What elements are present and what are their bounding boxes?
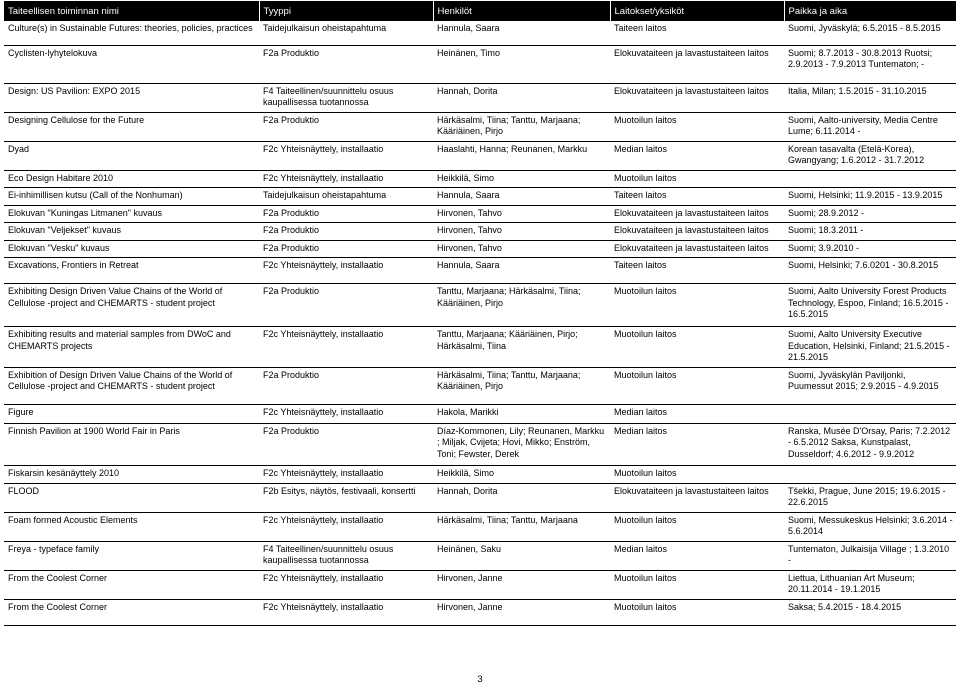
table-row (4, 240, 956, 258)
cell-persons: Hannah, Dorita (433, 483, 610, 512)
cell-place-time: Korean tasavalta (Etelä-Korea), Gwangyang; 1.6.2012 - 31.7.2012 (784, 141, 956, 170)
cell-activity-name: FLOOD (4, 483, 259, 512)
cell-activity-name: From the Coolest Corner (4, 570, 259, 599)
cell-department: Muotoilun laitos (610, 367, 784, 404)
cell-activity-name: Cyclisten-lyhytelokuva (4, 45, 259, 83)
cell-activity-name: Exhibiting results and material samples from DWoC and CHEMARTS projects (4, 327, 259, 368)
cell-activity-name: Foam formed Acoustic Elements (4, 512, 259, 541)
cell-department: Muotoilun laitos (610, 512, 784, 541)
table-row (4, 327, 956, 368)
cell-department: Muotoilun laitos (610, 465, 784, 483)
cell-persons: Hannula, Saara (433, 188, 610, 206)
cell-activity-name: From the Coolest Corner (4, 599, 259, 625)
cell-type: F2a Produktio (259, 112, 433, 141)
table-row (4, 423, 956, 465)
cell-department: Taiteen laitos (610, 21, 784, 45)
cell-place-time: Suomi, Aalto-university, Media Centre Lume; 6.11.2014 - (784, 112, 956, 141)
cell-department: Muotoilun laitos (610, 570, 784, 599)
cell-activity-name: Excavations, Frontiers in Retreat (4, 258, 259, 284)
header-departments: Laitokset/yksiköt (610, 1, 784, 21)
cell-place-time: Suomi, Helsinki; 7.6.0201 - 30.8.2015 (784, 258, 956, 284)
cell-type: F2c Yhteisnäyttely, installaatio (259, 258, 433, 284)
cell-activity-name: Finnish Pavilion at 1900 World Fair in Paris (4, 423, 259, 465)
cell-type: F2c Yhteisnäyttely, installaatio (259, 512, 433, 541)
cell-type: Taidejulkaisun oheistapahtuma (259, 188, 433, 206)
cell-place-time: Ranska, Musée D'Orsay, Paris; 7.2.2012 - 6.5.2012 Saksa, Kunstpalast, Dusseldorf; 4.6.2012 - 9.9.2012 (784, 423, 956, 465)
cell-persons: Heikkilä, Simo (433, 465, 610, 483)
cell-type: F2c Yhteisnäyttely, installaatio (259, 404, 433, 423)
cell-type: F2a Produktio (259, 223, 433, 241)
cell-department: Elokuvataiteen ja lavastustaiteen laitos (610, 483, 784, 512)
cell-place-time: Suomi; 28.9.2012 - (784, 205, 956, 223)
cell-persons: Heinänen, Saku (433, 541, 610, 570)
cell-persons: Hannula, Saara (433, 258, 610, 284)
cell-place-time: Liettua, Lithuanian Art Museum; 20.11.2014 - 19.1.2015 (784, 570, 956, 599)
cell-type: F2a Produktio (259, 240, 433, 258)
cell-type: F4 Taiteellinen/suunnittelu osuus kaupallisessa tuotannossa (259, 83, 433, 112)
cell-persons: Heinänen, Timo (433, 45, 610, 83)
cell-place-time (784, 170, 956, 188)
cell-persons: Heikkilä, Simo (433, 170, 610, 188)
table-row (4, 599, 956, 625)
cell-department: Muotoilun laitos (610, 284, 784, 327)
table-row (4, 21, 956, 45)
table-row (4, 223, 956, 241)
cell-persons: Hannah, Dorita (433, 83, 610, 112)
cell-activity-name: Freya - typeface family (4, 541, 259, 570)
cell-place-time: Suomi, Helsinki; 11.9.2015 - 13.9.2015 (784, 188, 956, 206)
cell-type: F2a Produktio (259, 423, 433, 465)
cell-type: F2a Produktio (259, 284, 433, 327)
header-place-time: Paikka ja aika (784, 1, 956, 21)
cell-persons: Härkäsalmi, Tiina; Tanttu, Marjaana; Kääriäinen, Pirjo (433, 112, 610, 141)
cell-department: Muotoilun laitos (610, 112, 784, 141)
cell-place-time: Suomi, Jyväskylä; 6.5.2015 - 8.5.2015 (784, 21, 956, 45)
cell-activity-name: Elokuvan "Vesku" kuvaus (4, 240, 259, 258)
cell-department: Median laitos (610, 404, 784, 423)
cell-activity-name: Exhibiting Design Driven Value Chains of the World of Cellulose -project and CHEMARTS - student project (4, 284, 259, 327)
header-type: Tyyppi (259, 1, 433, 21)
table-row (4, 258, 956, 284)
cell-activity-name: Eco Design Habitare 2010 (4, 170, 259, 188)
cell-place-time: Tšekki, Prague, June 2015; 19.6.2015 - 22.6.2015 (784, 483, 956, 512)
cell-activity-name: Fiskarsin kesänäyttely 2010 (4, 465, 259, 483)
cell-place-time: Tuntematon, Julkaisija Village ; 1.3.2010 - (784, 541, 956, 570)
cell-department: Median laitos (610, 541, 784, 570)
cell-department: Elokuvataiteen ja lavastustaiteen laitos (610, 240, 784, 258)
table-row (4, 170, 956, 188)
cell-type: F2b Esitys, näytös, festivaali, konsertti (259, 483, 433, 512)
cell-type: F2c Yhteisnäyttely, installaatio (259, 570, 433, 599)
cell-activity-name: Designing Cellulose for the Future (4, 112, 259, 141)
table-row (4, 367, 956, 404)
cell-persons: Tanttu, Marjaana; Härkäsalmi, Tiina; Kääriäinen, Pirjo (433, 284, 610, 327)
cell-place-time: Suomi; 3.9.2010 - (784, 240, 956, 258)
cell-place-time (784, 465, 956, 483)
cell-persons: Hirvonen, Janne (433, 570, 610, 599)
cell-department: Elokuvataiteen ja lavastustaiteen laitos (610, 223, 784, 241)
cell-department: Median laitos (610, 141, 784, 170)
cell-place-time: Suomi, Jyväskylän Paviljonki, Puumessut 2015; 2.9.2015 - 4.9.2015 (784, 367, 956, 404)
cell-persons: Hirvonen, Tahvo (433, 205, 610, 223)
cell-type: F2c Yhteisnäyttely, installaatio (259, 327, 433, 368)
cell-activity-name: Figure (4, 404, 259, 423)
cell-type: F2c Yhteisnäyttely, installaatio (259, 599, 433, 625)
cell-type: F2a Produktio (259, 45, 433, 83)
cell-activity-name: Culture(s) in Sustainable Futures: theories, policies, practices (4, 21, 259, 45)
cell-persons: Hirvonen, Tahvo (433, 223, 610, 241)
cell-department: Elokuvataiteen ja lavastustaiteen laitos (610, 45, 784, 83)
cell-place-time: Suomi, Aalto University Executive Education, Helsinki, Finland; 21.5.2015 - 21.5.2015 (784, 327, 956, 368)
table-row (4, 465, 956, 483)
cell-place-time: Saksa; 5.4.2015 - 18.4.2015 (784, 599, 956, 625)
table-row (4, 205, 956, 223)
cell-persons: Härkäsalmi, Tiina; Tanttu, Marjaana; Kääriäinen, Pirjo (433, 367, 610, 404)
table-row (4, 112, 956, 141)
table-row (4, 83, 956, 112)
cell-persons: Hakola, Marikki (433, 404, 610, 423)
table-row (4, 541, 956, 570)
cell-persons: Tanttu, Marjaana; Kääriäinen, Pirjo; Härkäsalmi, Tiina (433, 327, 610, 368)
cell-activity-name: Ei-inhimillisen kutsu (Call of the Nonhuman) (4, 188, 259, 206)
cell-department: Taiteen laitos (610, 258, 784, 284)
table-row (4, 284, 956, 327)
cell-activity-name: Dyad (4, 141, 259, 170)
table-row (4, 404, 956, 423)
table-row (4, 512, 956, 541)
cell-department: Muotoilun laitos (610, 327, 784, 368)
header-row (4, 1, 956, 21)
cell-persons: Hirvonen, Tahvo (433, 240, 610, 258)
header-activity-name: Taiteellisen toiminnan nimi (4, 1, 259, 21)
cell-place-time: Suomi, Aalto University Forest Products Technology, Espoo, Finland; 16.5.2015 - 16.5.2015 (784, 284, 956, 327)
cell-persons: Hirvonen, Janne (433, 599, 610, 625)
table-row (4, 141, 956, 170)
table-row (4, 188, 956, 206)
cell-type: F2a Produktio (259, 205, 433, 223)
cell-activity-name: Exhibition of Design Driven Value Chains of the World of Cellulose -project and CHEMARTS - student project (4, 367, 259, 404)
cell-place-time: Suomi; 8.7.2013 - 30.8.2013 Ruotsi; 2.9.2013 - 7.9.2013 Tuntematon; - (784, 45, 956, 83)
cell-type: F2c Yhteisnäyttely, installaatio (259, 170, 433, 188)
header-persons: Henkilöt (433, 1, 610, 21)
cell-department: Muotoilun laitos (610, 170, 784, 188)
table-row (4, 45, 956, 83)
page-number: 3 (477, 674, 483, 685)
cell-persons: Hannula, Saara (433, 21, 610, 45)
cell-type: F2c Yhteisnäyttely, installaatio (259, 465, 433, 483)
cell-place-time: Suomi; 18.3.2011 - (784, 223, 956, 241)
cell-place-time: Suomi, Messukeskus Helsinki; 3.6.2014 - 5.6.2014 (784, 512, 956, 541)
cell-type: F2a Produktio (259, 367, 433, 404)
cell-persons: Díaz-Kommonen, Lily; Reunanen, Markku ; Miljak, Cvijeta; Hovi, Mikko; Enström, Toni; Fewster, Derek (433, 423, 610, 465)
table-row (4, 483, 956, 512)
cell-place-time: Italia, Milan; 1.5.2015 - 31.10.2015 (784, 83, 956, 112)
cell-type: F4 Taiteellinen/suunnittelu osuus kaupallisessa tuotannossa (259, 541, 433, 570)
cell-department: Elokuvataiteen ja lavastustaiteen laitos (610, 205, 784, 223)
cell-activity-name: Design: US Pavilion: EXPO 2015 (4, 83, 259, 112)
cell-activity-name: Elokuvan "Kuningas Litmanen" kuvaus (4, 205, 259, 223)
cell-type: F2c Yhteisnäyttely, installaatio (259, 141, 433, 170)
cell-activity-name: Elokuvan "Veljekset" kuvaus (4, 223, 259, 241)
cell-place-time (784, 404, 956, 423)
cell-department: Taiteen laitos (610, 188, 784, 206)
cell-type: Taidejulkaisun oheistapahtuma (259, 21, 433, 45)
cell-department: Elokuvataiteen ja lavastustaiteen laitos (610, 83, 784, 112)
cell-persons: Härkäsalmi, Tiina; Tanttu, Marjaana (433, 512, 610, 541)
cell-department: Muotoilun laitos (610, 599, 784, 625)
activities-table (4, 1, 957, 626)
table-row (4, 570, 956, 599)
cell-department: Median laitos (610, 423, 784, 465)
cell-persons: Haaslahti, Hanna; Reunanen, Markku (433, 141, 610, 170)
